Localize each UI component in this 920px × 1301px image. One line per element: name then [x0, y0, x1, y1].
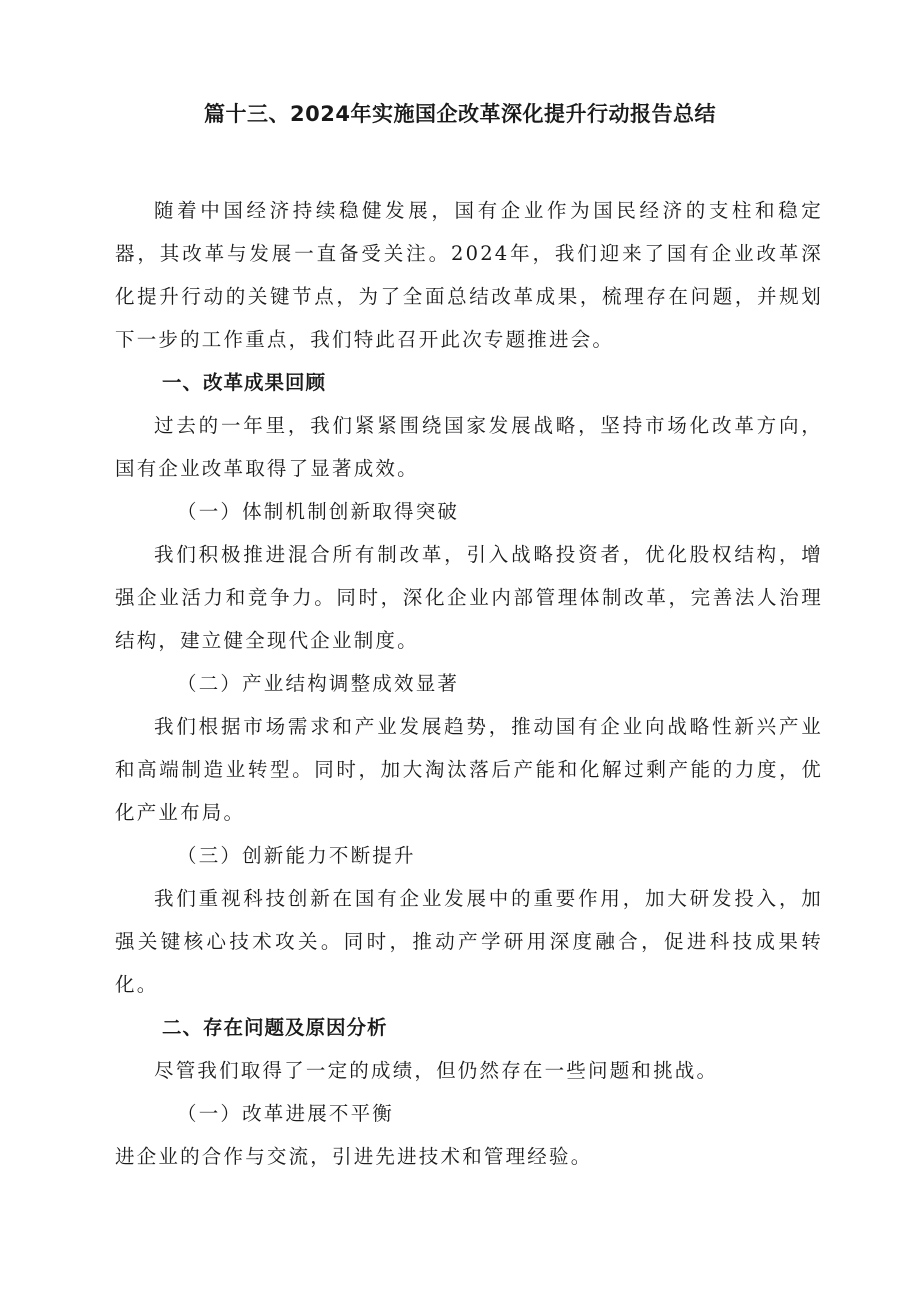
intro-paragraph: 随着中国经济持续稳健发展，国有企业作为国民经济的支柱和稳定器，其改革与发展一直备受关注。2024年，我们迎来了国有企业改革深化提升行动的关键节点，为了全面总结改革成果，梳理存在问题，并规划下一步的工作重点，我们特此召开此次专题推进会。 — [115, 199, 823, 351]
section1-sub3-heading: （三）创新能力不断提升 — [177, 844, 416, 867]
document-body — [115, 189, 823, 1178]
section1-sub3-paragraph: 我们重视科技创新在国有企业发展中的重要作用，加大研发投入，加强关键核心技术攻关。同时，推动产学研用深度融合，促进科技成果转化。 — [115, 887, 823, 996]
section1-sub1-paragraph: 我们积极推进混合所有制改革，引入战略投资者，优化股权结构，增强企业活力和竞争力。同时，深化企业内部管理体制改革，完善法人治理结构，建立健全现代企业制度。 — [115, 543, 823, 652]
section1-sub1-heading: （一）体制机制创新取得突破 — [177, 500, 460, 523]
section1-heading: 一、改革成果回顾 — [162, 371, 327, 394]
section1-lead-paragraph: 过去的一年里，我们紧紧围绕国家发展战略，坚持市场化改革方向，国有企业改革取得了显著成效。 — [115, 414, 823, 480]
section1-sub2-paragraph: 我们根据市场需求和产业发展趋势，推动国有企业向战略性新兴产业和高端制造业转型。同时，加大淘汰落后产能和化解过剩产能的力度，优化产业布局。 — [115, 715, 823, 824]
section2-heading: 二、存在问题及原因分析 — [162, 1016, 388, 1039]
document-title: 篇十三、2024年实施国企改革深化提升行动报告总结 — [204, 102, 716, 126]
section2-fragment-paragraph: 进企业的合作与交流，引进先进技术和管理经验。 — [115, 1145, 593, 1168]
section2-sub1-heading: （一）改革进展不平衡 — [177, 1102, 395, 1125]
section1-sub2-heading: （二）产业结构调整成效显著 — [177, 672, 460, 695]
section2-lead-paragraph: 尽管我们取得了一定的成绩，但仍然存在一些问题和挑战。 — [154, 1059, 719, 1082]
